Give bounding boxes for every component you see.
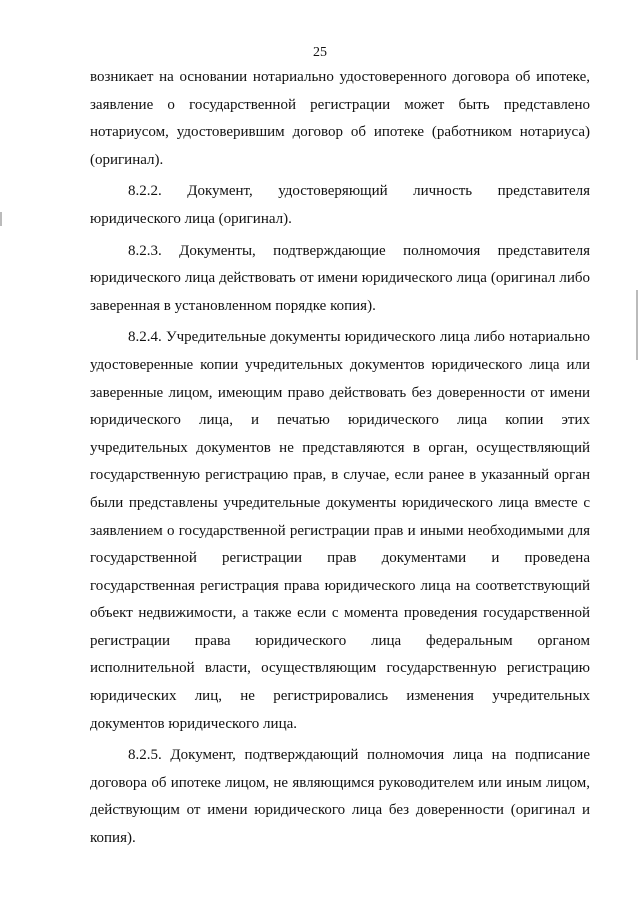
paragraph-8-2-2: 8.2.2. Документ, удостоверяющий личность представителя юридического лица (оригинал). <box>90 183 590 227</box>
document-body <box>90 64 590 853</box>
paragraph-8-2-3: 8.2.3. Документы, подтверждающие полномочия представителя юридического лица действовать от имени юридического лица (оригинал либо заверенная в установленном порядке копия). <box>90 242 590 314</box>
paragraph-continued: возникает на основании нотариально удостоверенного договора об ипотеке, заявление о государственной регистрации может быть представлено нотариусом, удостоверившим договор об ипотеке (работником нотариуса) (оригинал). <box>90 69 590 168</box>
paragraph-8-2-5: 8.2.5. Документ, подтверждающий полномочия лица на подписание договора об ипотеке лицом, не являющимся руководителем или иным лицом, действующим от имени юридического лица без доверенности (оригинал и копия). <box>90 747 590 847</box>
paragraph-8-2-4: 8.2.4. Учредительные документы юридического лица либо нотариально удостоверенные копии учредительных документов юридического лица или заверенные лицом, имеющим право действовать без доверенности от имени юридического лица, и печатью юридического лица копии этих учредительных документов не представляются в орган, осуществляющий государственную регистрацию прав, в случае, если ранее в указанный орган были представлены учредительные документы юридического лица вместе с заявлением о государственной регистрации прав и иными необходимыми для государственной регистрации прав документами и проведена государственная регистрация права юридического лица на соответствующий объект недвижимости, а также если с момента проведения государственной регистрации права юридического лица федеральным органом исполнительной власти, осуществляющим государственную регистрацию юридических лиц, не регистрировались изменения учредительных документов юридического лица. <box>90 329 590 732</box>
scan-edge-mark <box>0 212 2 226</box>
page-number: 25 <box>313 45 327 60</box>
scan-edge-mark <box>636 290 638 360</box>
